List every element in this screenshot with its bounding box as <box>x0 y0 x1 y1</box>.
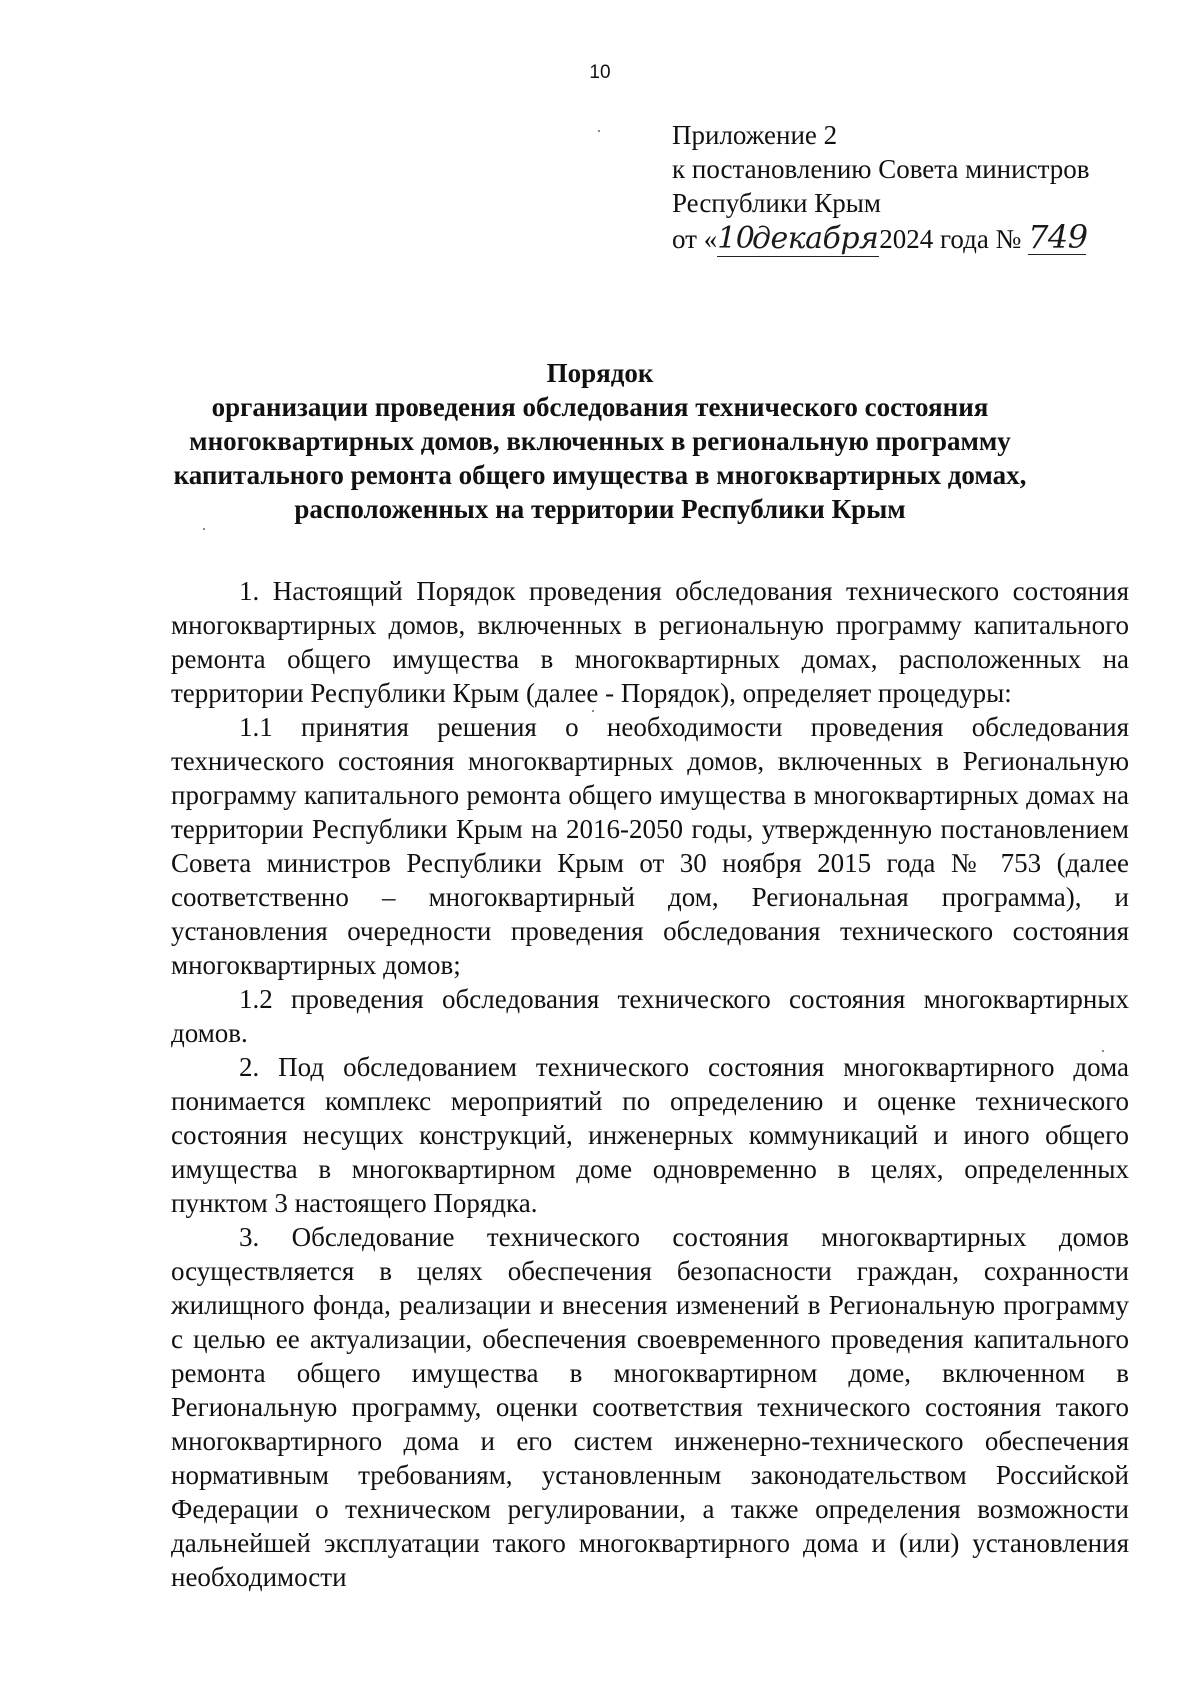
handwritten-month: декабря <box>751 221 879 256</box>
date-year: 2024 года № <box>879 224 1022 254</box>
document-title <box>150 356 1050 526</box>
paragraph-1: 1. Настоящий Порядок проведения обследования технического состояния многоквартирных домов, включенных в региональную программу капитального ремонта общего имущества в многоквартирных домах, расположенных на территории Республики Крым (далее - Порядок), определяет процедуры: <box>171 576 1129 708</box>
scan-speck <box>592 710 594 712</box>
title-line-4: капитального ремонта общего имущества в многоквартирных домах, <box>173 460 1027 490</box>
paragraph-1-2: 1.2 проведения обследования технического состояния многоквартирных домов. <box>171 984 1129 1048</box>
scan-speck <box>598 130 600 132</box>
handwritten-day: 10 <box>717 221 755 256</box>
title-line-1: Порядок <box>546 358 654 388</box>
date-prefix: от « <box>672 224 718 254</box>
annex-issuer: Республики Крым <box>672 188 881 218</box>
scan-speck <box>1102 1050 1104 1052</box>
title-line-5: расположенных на территории Республики Крым <box>294 494 906 524</box>
annex-title: Приложение 2 <box>672 120 838 150</box>
title-line-3: многоквартирных домов, включенных в региональную программу <box>189 426 1011 456</box>
page-number: 10 <box>589 62 611 83</box>
annex-date-line <box>672 220 1172 257</box>
title-line-2: организации проведения обследования технического состояния <box>211 392 989 422</box>
paragraph-1-1: 1.1 принятия решения о необходимости проведения обследования технического состояния многоквартирных домов, включенных в Региональную программу капитального ремонта общего имущества в многоквартирных домах на территории Республики Крым на 2016-2050 годы, утвержденную постановлением Совета министров Республики Крым от 30 ноября 2015 года № 753 (далее соответственно – многоквартирный дом, Региональная программа), и установления очередности проведения обследования технического состояния многоквартирных домов; <box>171 712 1129 980</box>
paragraph-2: 2. Под обследованием технического состояния многоквартирного дома понимается комплекс мероприятий по определению и оценке технического состояния несущих конструкций, инженерных коммуникаций и иного общего имущества в многоквартирном доме одновременно в целях, определенных пунктом 3 настоящего Порядка. <box>171 1052 1129 1218</box>
annex-header <box>672 118 1172 257</box>
handwritten-number: 749 <box>1028 218 1088 256</box>
annex-reference: к постановлению Совета министров <box>672 154 1090 184</box>
document-body <box>171 574 1129 1594</box>
scan-speck <box>203 528 205 530</box>
paragraph-3: 3. Обследование технического состояния многоквартирных домов осуществляется в целях обеспечения безопасности граждан, сохранности жилищного фонда, реализации и внесения изменений в Региональную программу с целью ее актуализации, обеспечения своевременного проведения капитального ремонта общего имущества в многоквартирном доме, включенном в Региональную программу, оценки соответствия технического состояния такого многоквартирного дома и его систем инженерно-технического обеспечения нормативным требованиям, установленным законодательством Российской Федерации о техническом регулировании, а также определения возможности дальнейшей эксплуатации такого многоквартирного дома и (или) установления необходимости <box>171 1222 1129 1592</box>
